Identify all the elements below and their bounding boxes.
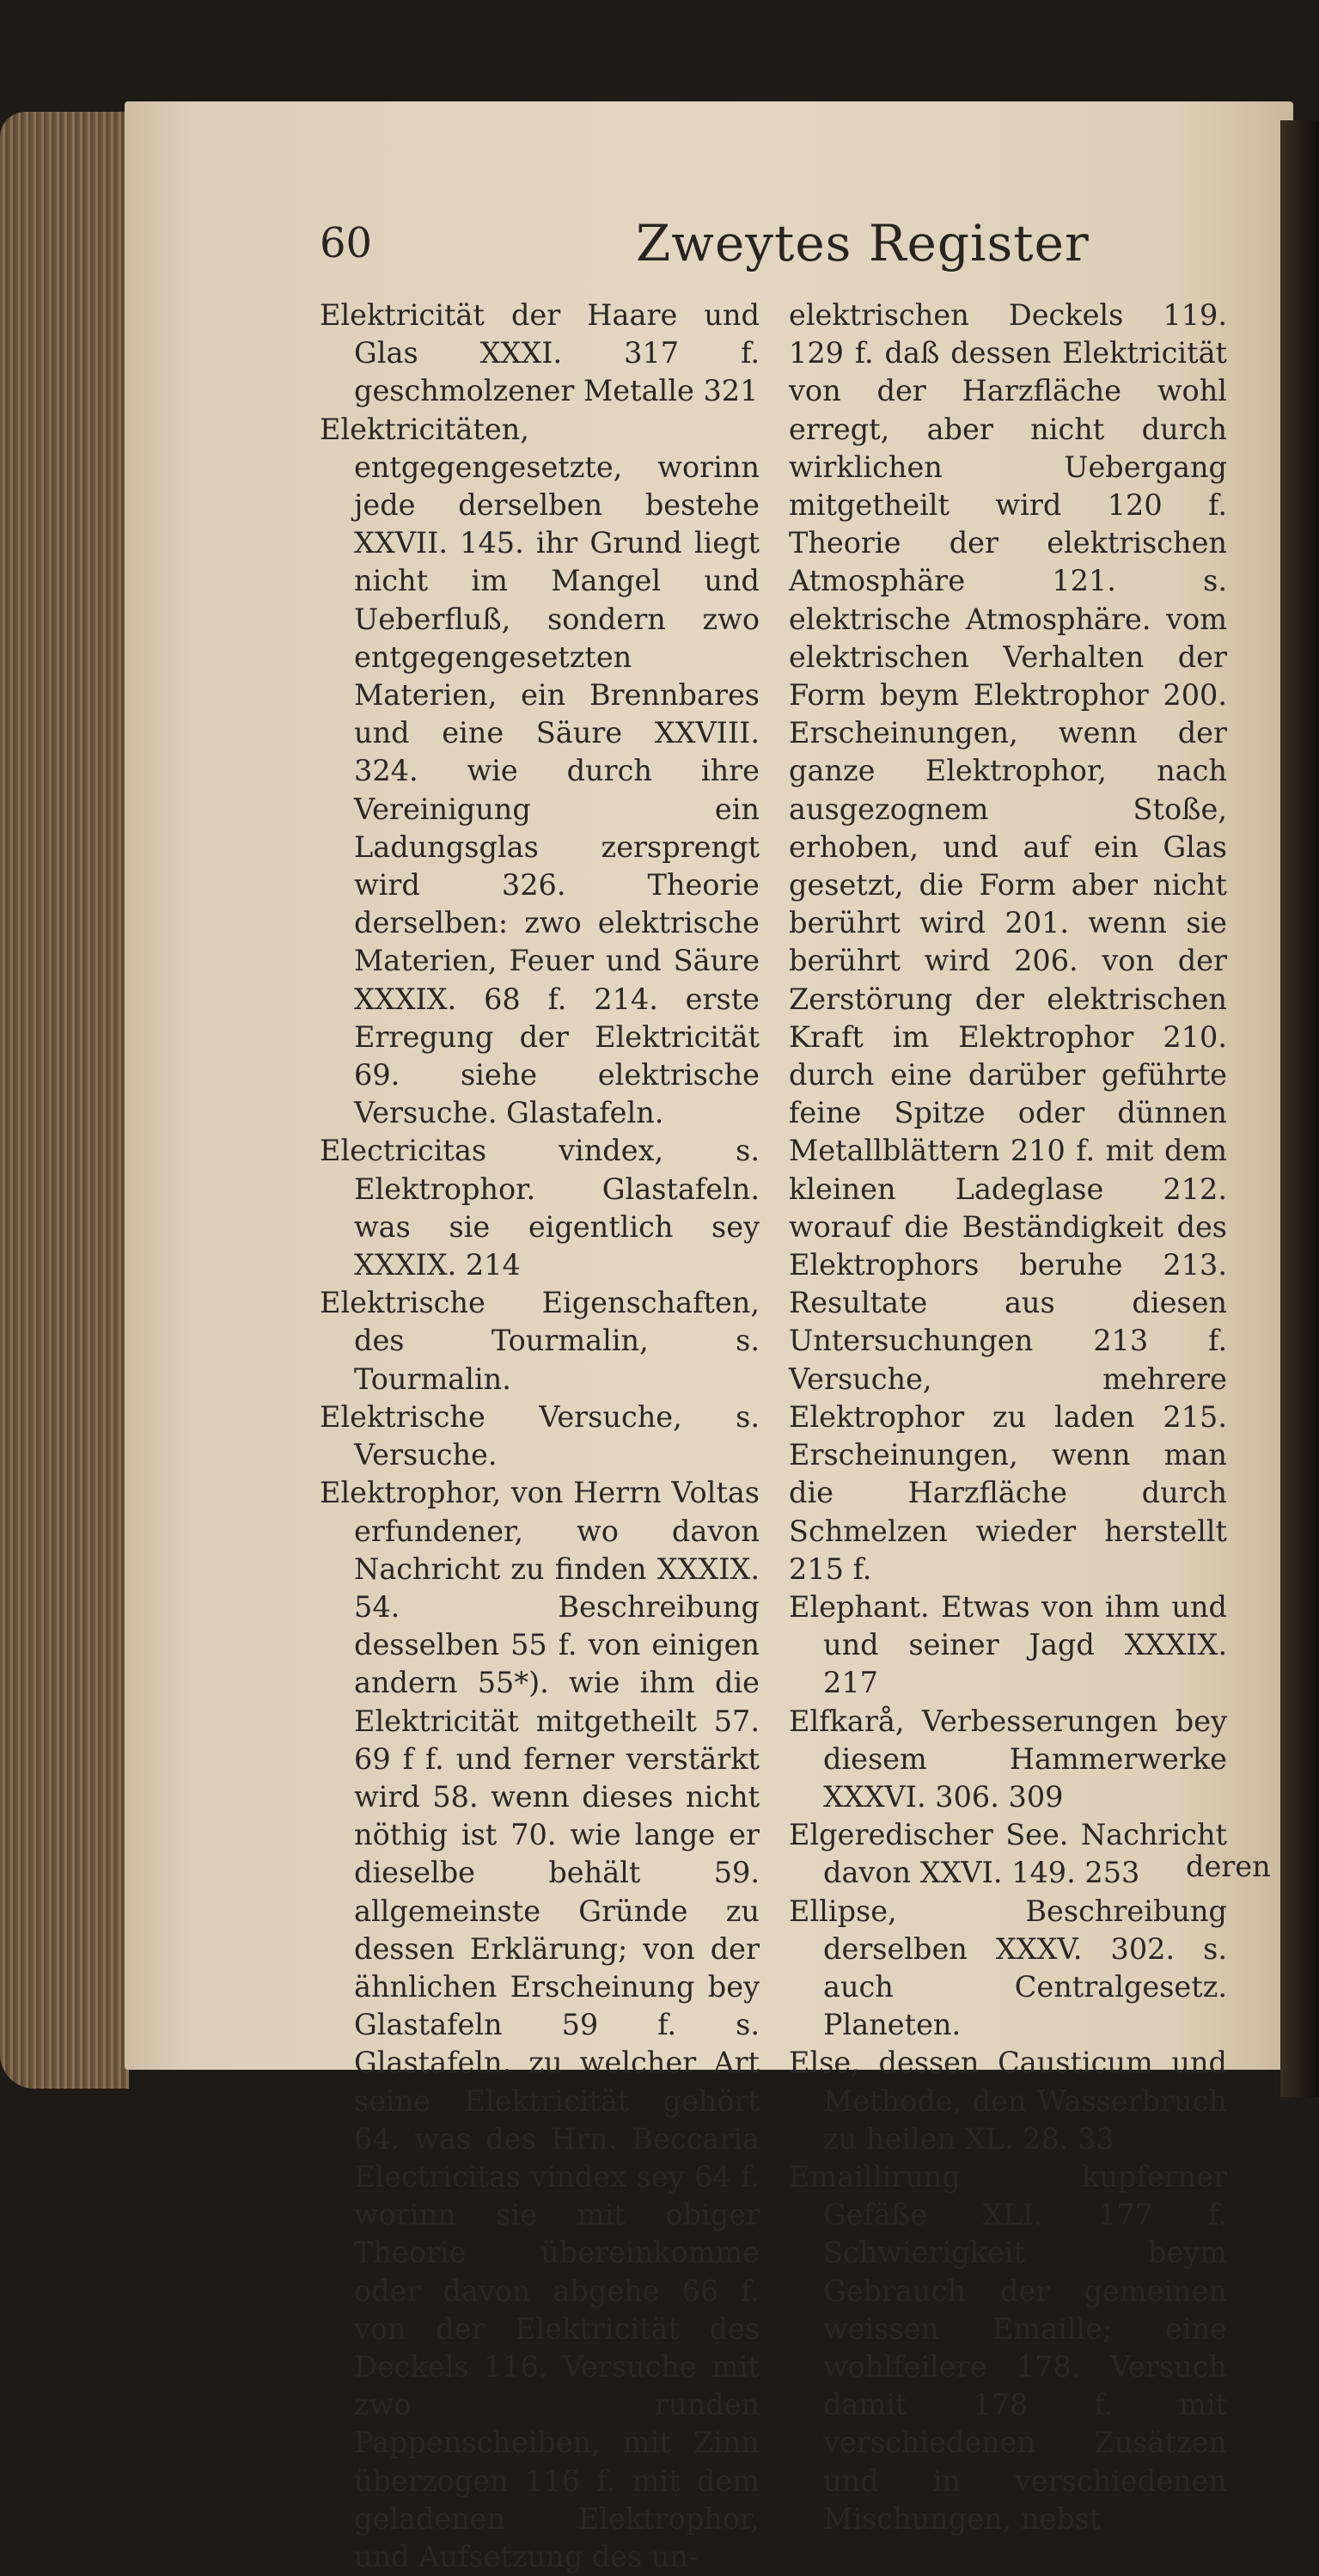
left-column <box>320 297 760 2576</box>
gutter-shadow <box>1280 120 1319 2097</box>
page-number: 60 <box>320 219 373 267</box>
index-entry-continued: elektrischen Deckels 119. 129 f. daß dessen Elektricität von der Harzfläche wohl erregt, aber nicht durch wirklichen Uebergang mitgetheilt wird 120 f. Theorie der elektrischen Atmosphäre 121. s. elektrische Atmosphäre. vom elektrischen Verhalten der Form beym Elektrophor 200. Erscheinungen, wenn der ganze Elektrophor, nach ausgezognem Stoße, erhoben, und auf ein Glas gesetzt, die Form aber nicht berührt wird 201. wenn sie berührt wird 206. von der Zerstörung der elektrischen Kraft im Elektrophor 210. durch eine darüber geführte feine Spitze oder dünnen Metallblättern 210 f. mit dem kleinen Ladeglase 212. worauf die Beständigkeit des Elektrophors beruhe 213. Resultate aus diesen Untersuchungen 213 f. Versuche, mehrere Elektrophor zu laden 215. Erscheinungen, wenn man die Harzfläche durch Schmelzen wieder herstellt 215 f. <box>789 298 1227 1586</box>
index-entry: Elektrische Versuche, s. Versuche. <box>320 1399 760 1472</box>
catchword: deren <box>1186 1850 1271 1883</box>
index-entry: Electricitas vindex, s. Elektrophor. Glastafeln. was sie eigentlich sey XXXIX. 214 <box>320 1134 760 1282</box>
index-entry: Elektricitäten, entgegengesetzte, worinn jede derselben bestehe XXVII. 145. ihr Grund liegt nicht im Mangel und Ueberfluß, sondern zwo entgegengesetzten Materien, ein Brennbares und eine Säure XXVIII. 324. wie durch ihre Vereinigung ein Ladungsglas zersprengt wird 326. Theorie derselben: zwo elektrische Materien, Feuer und Säure XXXIX. 68 f. 214. erste Erregung der Elektricität 69. siehe elektrische Versuche. Glastafeln. <box>320 412 760 1130</box>
index-entry: Elfkarå, Verbesserungen bey diesem Hammerwerke XXXVI. 306. 309 <box>789 1704 1227 1814</box>
book-page-edges <box>0 112 129 2089</box>
page-header <box>0 214 1319 279</box>
index-entry: Ellipse, Beschreibung derselben XXXV. 302. s. auch Centralgesetz. Planeten. <box>789 1894 1227 2042</box>
index-entry: Elektricität der Haare und Glas XXXI. 317 f. geschmolzener Metalle 321 <box>320 298 760 408</box>
index-entry: Emaillirung kupferner Gefäße XLI. 177 f. Schwierigkeit beym Gebrauch der gemeinen weissen Emaille; eine wohlfeilere 178. Versuch damit 178 f. mit verschiedenen Zusätzen und in verschiedenen Mischungen, nebst <box>789 2159 1227 2536</box>
index-entry: Elgeredischer See. Nachricht davon XXVI. 149. 253 <box>789 1818 1227 1890</box>
index-entry: Elektrische Eigenschaften, des Tourmalin, s. Tourmalin. <box>320 1286 760 1396</box>
right-column <box>789 297 1227 2538</box>
page-title: Zweytes Register <box>636 214 1090 272</box>
index-entry: Elephant. Etwas von ihm und und seiner Jagd XXXIX. 217 <box>789 1589 1227 1700</box>
index-entry: Elektrophor, von Herrn Voltas erfundener, wo davon Nachricht zu finden XXXIX. 54. Beschreibung desselben 55 f. von einigen andern 55*). wie ihm die Elektricität mitgetheilt 57. 69 f f. und ferner verstärkt wird 58. wenn dieses nicht nöthig ist 70. wie lange er dieselbe behält 59. allgemeinste Gründe zu dessen Erklärung; von der ähnlichen Erscheinung bey Glastafeln 59 f. s. Glastafeln. zu welcher Art seine Elektricität gehört 64. was des Hrn. Beccaria Electricitas vindex sey 64 f. worinn sie mit obiger Theorie übereinkomme oder davon abgehe 66 f. von der Elektricität des Deckels 116. Versuche mit zwo runden Pappenscheiben, mit Zinn überzogen 116 f. mit dem geladenen Elektrophor, und Aufsetzung des un- <box>320 1476 760 2573</box>
index-entry: Else, dessen Causticum und Methode, den Wasserbruch zu heilen XL. 28. 33 <box>789 2046 1227 2156</box>
